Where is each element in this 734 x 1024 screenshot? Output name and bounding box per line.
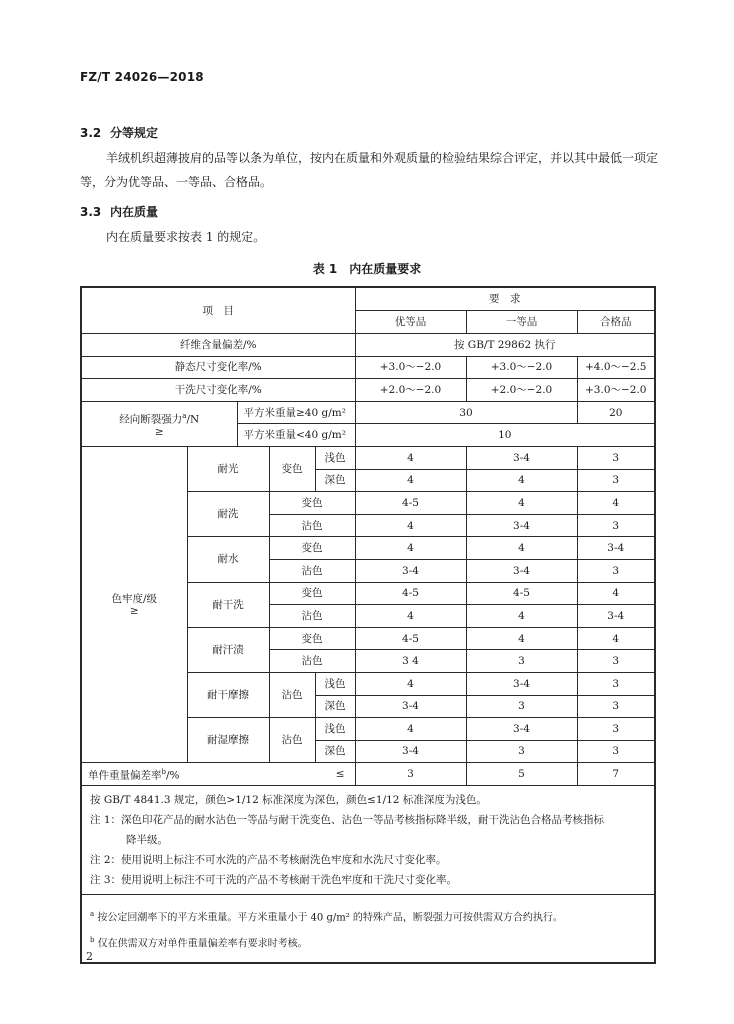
- fiber-label: 纤维含量偏差/%: [81, 334, 355, 357]
- footnote-a: [90, 903, 646, 929]
- cell: +3.0～−2.0: [466, 356, 577, 379]
- paragraph-text: 内在质量要求按表 1 的规定。: [106, 230, 266, 244]
- cell: 4: [466, 492, 577, 515]
- dryrub-name: 耐干摩擦: [187, 672, 269, 717]
- wetrub-sub: 沾色: [269, 718, 315, 763]
- shade: 浅色: [315, 446, 355, 469]
- cell: 3-4: [466, 446, 577, 469]
- sweat-name: 耐汗渍: [187, 627, 269, 672]
- light-sub: 变色: [269, 446, 315, 491]
- wash-name: 耐洗: [187, 492, 269, 537]
- table-row: [81, 379, 655, 402]
- cell: 3: [355, 763, 466, 786]
- note-label: 注 1：: [90, 813, 122, 826]
- note-2: [90, 850, 646, 870]
- footnote-mark: b: [90, 936, 95, 945]
- sub: 变色: [269, 537, 355, 560]
- footnote-mark: a: [90, 909, 95, 918]
- section-title: 内在质量: [110, 205, 159, 219]
- cell: 4-5: [355, 582, 466, 605]
- strength-label: [81, 401, 237, 446]
- note-intro: 按 GB/T 4841.3 规定，颜色>1/12 标准深度为深色，颜色≤1/12 标准深度为浅色。: [90, 793, 487, 806]
- strength-label-text: 经向断裂强力: [119, 413, 183, 426]
- cell: 3-4: [466, 559, 577, 582]
- note-1-cont: 降半级。: [126, 833, 168, 846]
- cell: 4: [577, 627, 655, 650]
- footnote-b: [90, 929, 646, 955]
- section-3-3-heading: [80, 203, 158, 220]
- cell: 3 4: [355, 650, 466, 673]
- footnotes-row: [81, 894, 655, 962]
- sub: 变色: [269, 492, 355, 515]
- footnote-ref: b: [161, 768, 166, 777]
- cell: 3-4: [355, 559, 466, 582]
- strength-cond: 平方米重量≥40 g/m²: [237, 401, 355, 424]
- fastness-label-text: 色牢度/级: [111, 592, 158, 605]
- item-header: 项 目: [81, 287, 355, 334]
- cell: 4: [355, 718, 466, 741]
- cell: 4: [466, 537, 577, 560]
- cell: 3: [466, 695, 577, 718]
- cell: +2.0～−2.0: [355, 379, 466, 402]
- cell: 3: [577, 446, 655, 469]
- fiber-value: 按 GB/T 29862 执行: [355, 334, 655, 357]
- section-number: 3.3: [80, 205, 102, 219]
- cell: 3: [577, 650, 655, 673]
- weight-label-text: 单件重量偏差率: [88, 769, 162, 782]
- footnote-text: 仅在供需双方对单件重量偏差率有要求时考核。: [97, 938, 308, 950]
- sub: 变色: [269, 627, 355, 650]
- note-label: 注 3：: [90, 873, 122, 886]
- cell: 3: [577, 695, 655, 718]
- grade-superior: 优等品: [355, 311, 466, 334]
- table-head-row: [81, 287, 655, 311]
- static-label: 静态尺寸变化率/%: [81, 356, 355, 379]
- cell: +3.0～−2.0: [577, 379, 655, 402]
- light-name: 耐光: [187, 446, 269, 491]
- cell: 30: [355, 401, 577, 424]
- cell: 3-4: [577, 605, 655, 628]
- cell: 10: [355, 424, 655, 447]
- cell: 3-4: [466, 718, 577, 741]
- shade: 浅色: [315, 718, 355, 741]
- shade: 深色: [315, 469, 355, 492]
- ge-sign: ≥: [129, 604, 139, 617]
- cell: 4: [355, 537, 466, 560]
- weight-label: [81, 763, 315, 786]
- table-caption: [0, 260, 734, 277]
- cell: 4: [355, 514, 466, 537]
- section-3-2-body: [80, 146, 662, 194]
- cell: 4: [355, 605, 466, 628]
- cell: 3: [577, 672, 655, 695]
- note-text: 深色印花产品的耐水沾色一等品与耐干洗变色、沾色一等品考核指标降半级，耐干洗沾色合格品考核指标: [121, 813, 605, 826]
- cell: 7: [577, 763, 655, 786]
- quality-table: [80, 286, 656, 964]
- table-title: 内在质量要求: [349, 262, 422, 276]
- note-label: 注 2：: [90, 853, 122, 866]
- table-row: [81, 446, 655, 469]
- cell: 4: [355, 672, 466, 695]
- note-3: [90, 870, 646, 890]
- paragraph-text: 羊绒机织超薄披肩的品等以条为单位，按内在质量和外观质量的检验结果综合评定，并以其中最低一项定等，分为优等品、一等品、合格品。: [80, 151, 659, 189]
- cell: 3: [577, 469, 655, 492]
- sub: 沾色: [269, 514, 355, 537]
- table-row: [81, 401, 655, 424]
- cell: 3-4: [466, 672, 577, 695]
- cell: +4.0～−2.5: [577, 356, 655, 379]
- sub: 变色: [269, 582, 355, 605]
- note-1: [90, 810, 646, 830]
- section-number: 3.2: [80, 126, 102, 140]
- grade-qualified: 合格品: [577, 311, 655, 334]
- shade: 深色: [315, 695, 355, 718]
- cell: +2.0～−2.0: [466, 379, 577, 402]
- unit: /N: [186, 413, 200, 426]
- cell: 5: [466, 763, 577, 786]
- cell: 4: [466, 605, 577, 628]
- cell: 3: [577, 718, 655, 741]
- sub: 沾色: [269, 559, 355, 582]
- sub: 沾色: [269, 605, 355, 628]
- cell: 4: [466, 469, 577, 492]
- cell: 3: [466, 650, 577, 673]
- water-name: 耐水: [187, 537, 269, 582]
- cell: 4: [466, 627, 577, 650]
- strength-cond: 平方米重量<40 g/m²: [237, 424, 355, 447]
- page-number: 2: [86, 950, 93, 963]
- cell: 3: [466, 740, 577, 763]
- notes-row: [81, 785, 655, 894]
- cell: 3-4: [355, 740, 466, 763]
- cell: 3: [577, 559, 655, 582]
- cell: 4: [355, 469, 466, 492]
- ge-sign: ≥: [154, 425, 164, 438]
- section-title: 分等规定: [110, 126, 159, 140]
- cell: 3: [577, 514, 655, 537]
- section-3-2-heading: [80, 124, 158, 141]
- cell: 3-4: [466, 514, 577, 537]
- cell: 4: [355, 446, 466, 469]
- cell: 4: [577, 492, 655, 515]
- notes-block: [81, 785, 655, 894]
- cell: 3: [577, 740, 655, 763]
- wetrub-name: 耐湿摩擦: [187, 718, 269, 763]
- section-3-3-body: [80, 225, 662, 249]
- unit: /%: [165, 769, 180, 782]
- dryclean-dim-label: 干洗尺寸变化率/%: [81, 379, 355, 402]
- shade: 浅色: [315, 672, 355, 695]
- footnotes-block: [81, 894, 655, 962]
- cell: 20: [577, 401, 655, 424]
- shade: 深色: [315, 740, 355, 763]
- dryclean-name: 耐干洗: [187, 582, 269, 627]
- note-text: 使用说明上标注不可干洗的产品不考核耐干洗色牢度和干洗尺寸变化率。: [121, 873, 458, 886]
- table-row: [81, 356, 655, 379]
- cell: 4-5: [355, 627, 466, 650]
- footnote-text: 按公定回潮率下的平方米重量。平方米重量小于 40 g/m² 的特殊产品，断裂强力可按供需双方合约执行。: [97, 912, 563, 924]
- table-number: 表 1: [312, 262, 338, 276]
- cell: +3.0～−2.0: [355, 356, 466, 379]
- cell: 3-4: [577, 537, 655, 560]
- cell: 4-5: [466, 582, 577, 605]
- fastness-label: [81, 446, 187, 762]
- note-text: 使用说明上标注不可水洗的产品不考核耐洗色牢度和水洗尺寸变化率。: [121, 853, 447, 866]
- footnote-ref: a: [182, 412, 187, 421]
- grade-first: 一等品: [466, 311, 577, 334]
- cell: 4-5: [355, 492, 466, 515]
- cell: 3-4: [355, 695, 466, 718]
- requirement-header: 要 求: [355, 287, 655, 311]
- table-row: [81, 334, 655, 357]
- table-row: [81, 763, 655, 786]
- dryrub-sub: 沾色: [269, 672, 315, 717]
- sub: 沾色: [269, 650, 355, 673]
- le-sign: ≤: [315, 763, 355, 786]
- cell: 4: [577, 582, 655, 605]
- standard-number: FZ/T 24026—2018: [80, 70, 204, 84]
